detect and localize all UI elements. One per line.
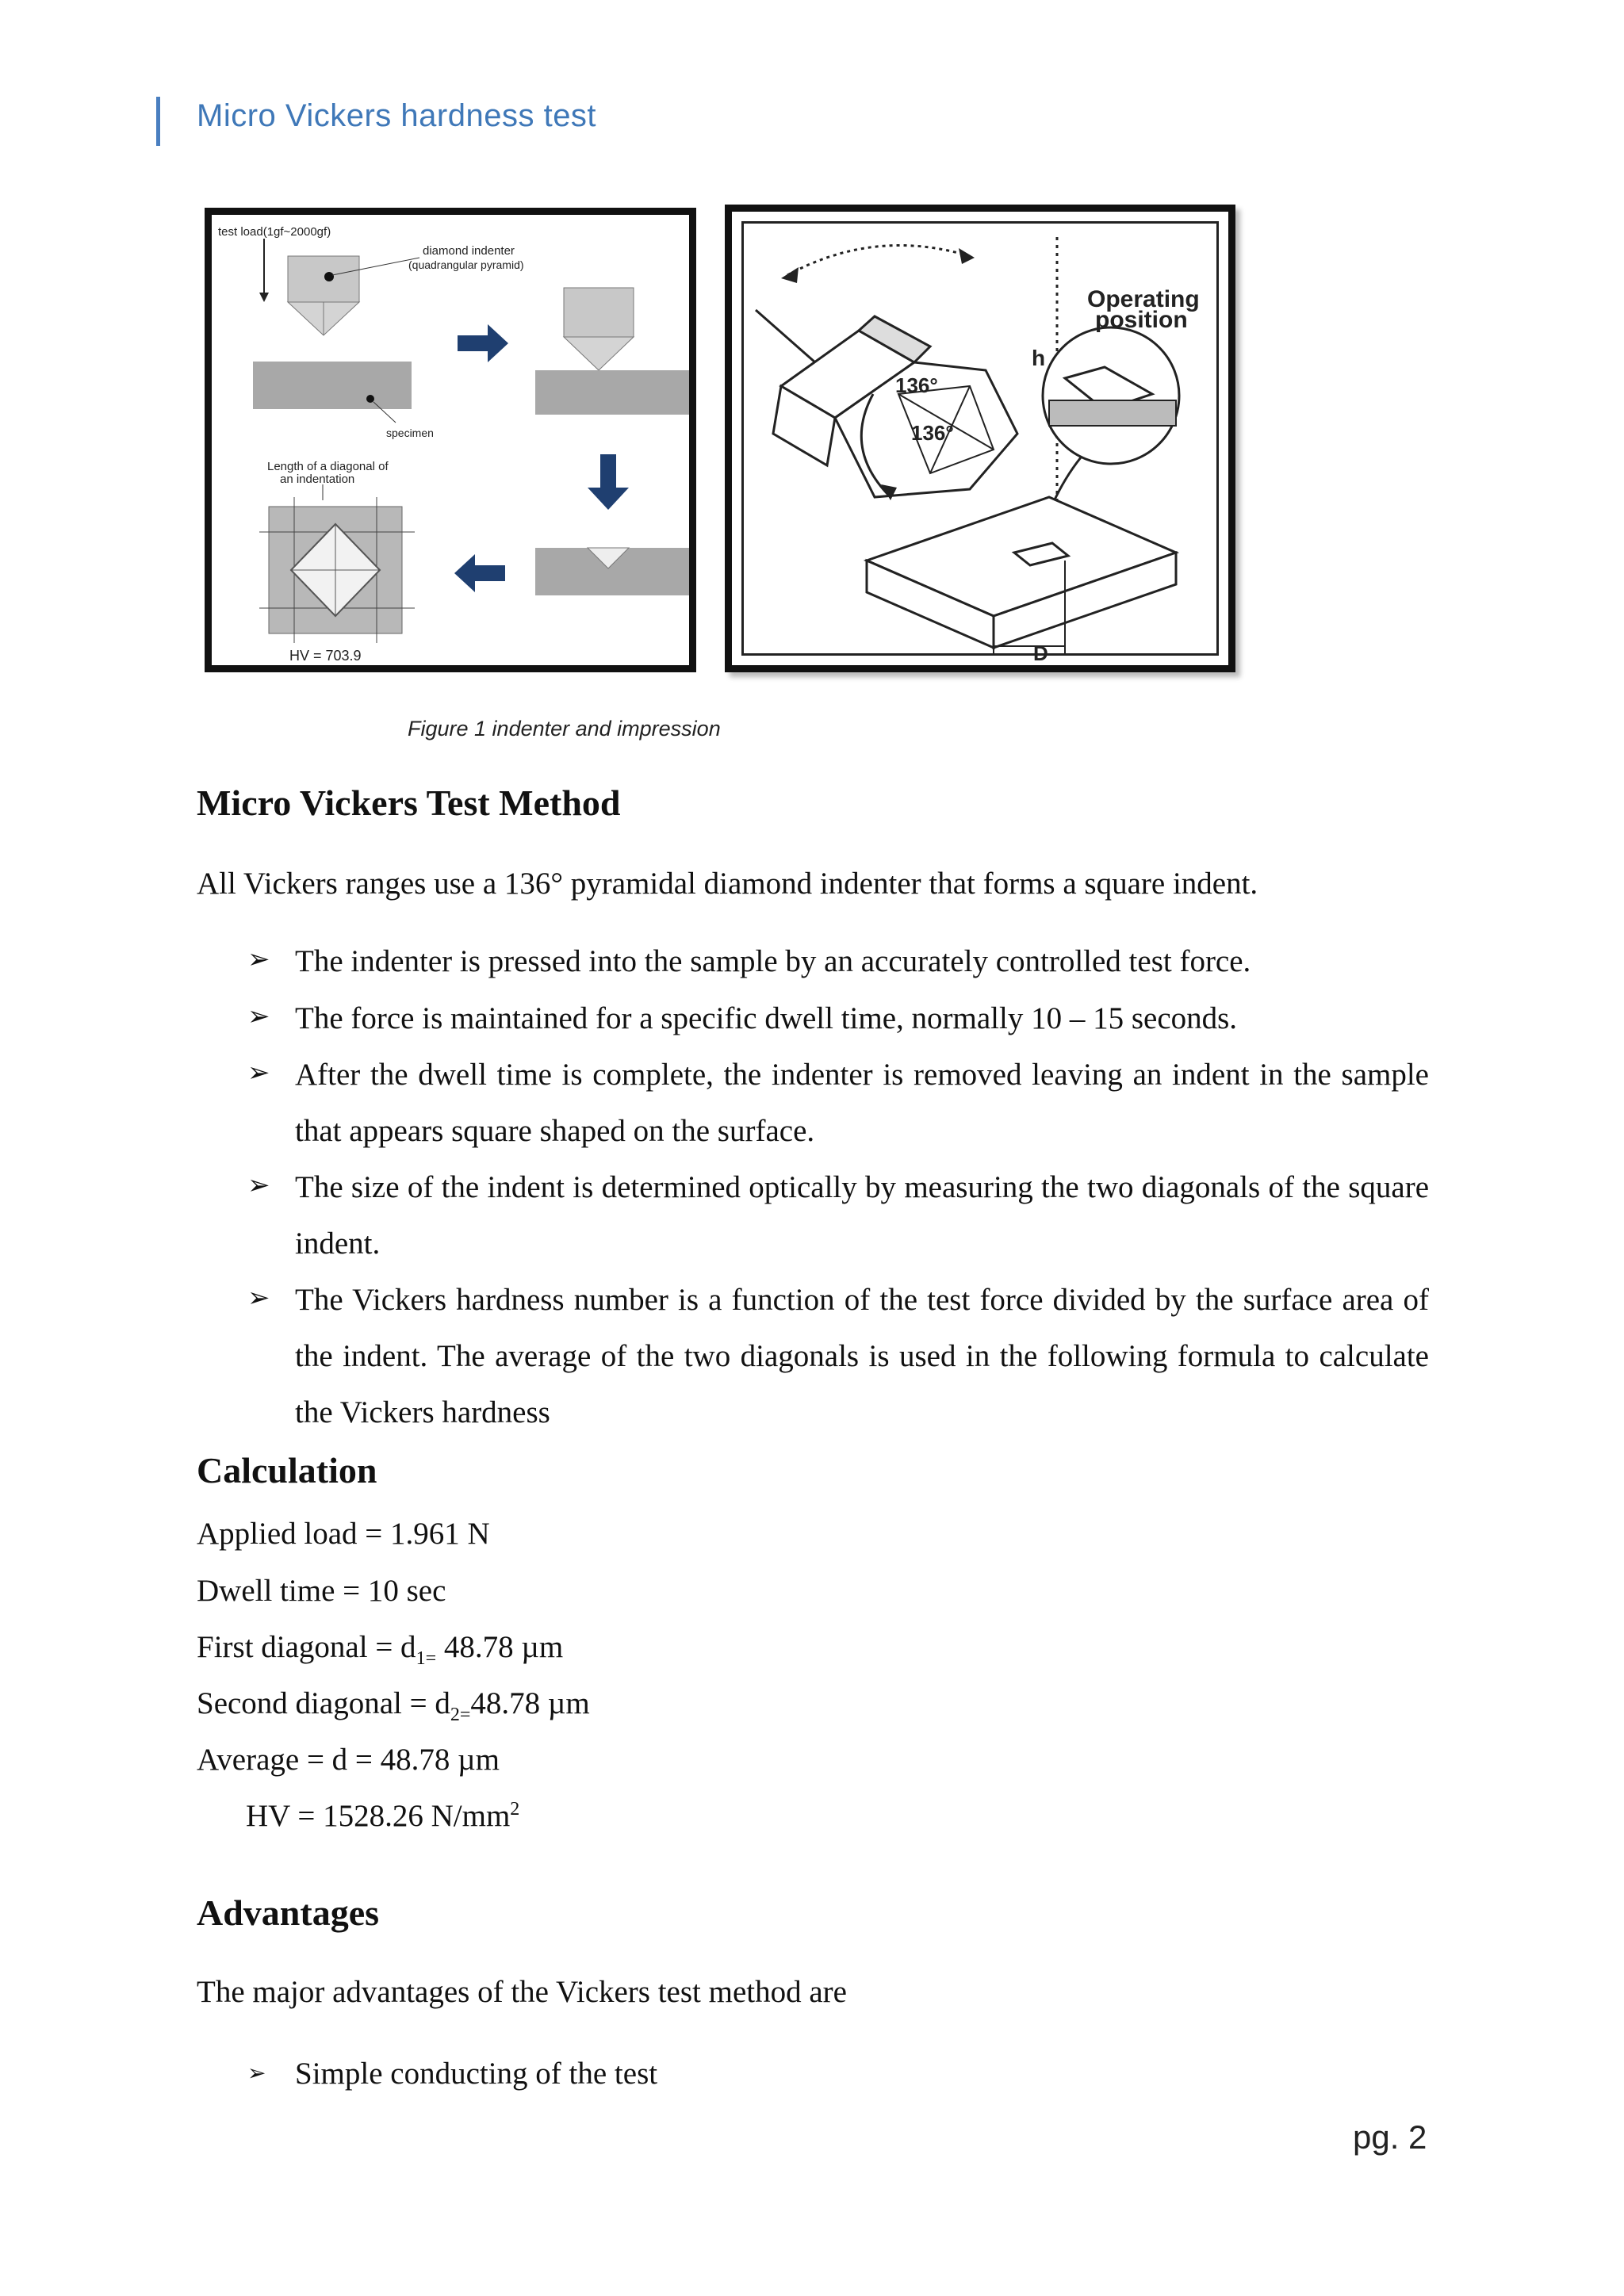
first-diagonal <box>197 1629 563 1670</box>
diagonal-length-label-2: an indentation <box>280 473 355 486</box>
method-bullet-3: After the dwell time is complete, the indenter is removed leaving an indent in the sample that appears square shaped on the surface. <box>295 1058 1429 1148</box>
dwell-time: Dwell time = 10 sec <box>197 1574 446 1608</box>
hv-result-text: HV = 1528.26 N/mm <box>246 1799 511 1833</box>
bullet-arrow-icon: ➢ <box>247 2061 266 2086</box>
first-diagonal-prefix: First diagonal = d <box>197 1630 416 1664</box>
first-diagonal-value: 48.78 µm <box>436 1630 564 1664</box>
right-arrow-icon <box>458 324 508 362</box>
method-intro: All Vickers ranges use a 136° pyramidal diamond indenter that forms a square indent. <box>197 867 1258 901</box>
diamond-indenter-label: diamond indenter <box>423 244 515 258</box>
method-heading: Micro Vickers Test Method <box>197 783 621 823</box>
diagonal-length-label: Length of a diagonal of <box>267 460 389 473</box>
indenter-process-illustration <box>212 215 689 665</box>
indenter-geometry-illustration <box>732 212 1228 665</box>
diamond-indenter-sublabel: (quadrangular pyramid) <box>408 258 524 271</box>
hv-value-label: HV = 703.9 <box>289 648 362 664</box>
hv-result-exponent: 2 <box>510 1799 520 1820</box>
page-number: pg. 2 <box>1353 2118 1427 2156</box>
bullet-arrow-icon: ➢ <box>247 1002 270 1031</box>
test-load-label: test load(1gf~2000gf) <box>218 225 331 239</box>
bullet-arrow-icon: ➢ <box>247 1284 270 1313</box>
applied-load: Applied load = 1.961 N <box>197 1517 490 1551</box>
hv-result <box>246 1798 519 1834</box>
method-bullet-1: The indenter is pressed into the sample by an accurately controlled test force. <box>295 944 1251 978</box>
figure-indenter-diagram <box>205 208 696 672</box>
average-diagonal: Average = d = 48.78 µm <box>197 1743 500 1777</box>
method-bullet-2: The force is maintained for a specific dwell time, normally 10 – 15 seconds. <box>295 1001 1238 1035</box>
method-bullet-5: The Vickers hardness number is a function of the test force divided by the surface area of the indent. The average of the two diagonals is used in the following formula to calculate the Vickers hardness <box>295 1283 1429 1429</box>
angle-label-1: 136° <box>895 373 938 397</box>
operating-label: Operating <box>1087 286 1200 312</box>
advantages-heading: Advantages <box>197 1892 380 1933</box>
page-header-title: Micro Vickers hardness test <box>197 98 597 133</box>
left-arrow-icon <box>454 554 505 592</box>
first-diagonal-sub: 1= <box>416 1647 437 1669</box>
specimen-label: specimen <box>386 427 434 439</box>
figure-caption: Figure 1 indenter and impression <box>408 717 721 740</box>
bullet-arrow-icon: ➢ <box>247 1171 270 1200</box>
bullet-arrow-icon: ➢ <box>247 945 270 974</box>
figure-operating-position <box>725 205 1235 672</box>
down-arrow-icon <box>588 454 629 510</box>
advantages-intro: The major advantages of the Vickers test method are <box>197 1975 847 2009</box>
bullet-arrow-icon: ➢ <box>247 1058 270 1088</box>
header-accent-bar <box>156 97 160 146</box>
h-label: h <box>1032 346 1046 370</box>
calculation-heading: Calculation <box>197 1450 377 1490</box>
position-label: position <box>1095 307 1188 333</box>
method-bullet-4: The size of the indent is determined optically by measuring the two diagonals of the square indent. <box>295 1170 1429 1261</box>
second-diagonal-sub: 2= <box>450 1704 471 1725</box>
second-diagonal <box>197 1686 590 1726</box>
angle-label-2: 136° <box>911 421 954 445</box>
advantages-bullet-1: Simple conducting of the test <box>295 2057 658 2091</box>
second-diagonal-value: 48.78 µm <box>470 1686 590 1720</box>
d-label: D <box>1033 641 1048 665</box>
second-diagonal-prefix: Second diagonal = d <box>197 1686 450 1720</box>
